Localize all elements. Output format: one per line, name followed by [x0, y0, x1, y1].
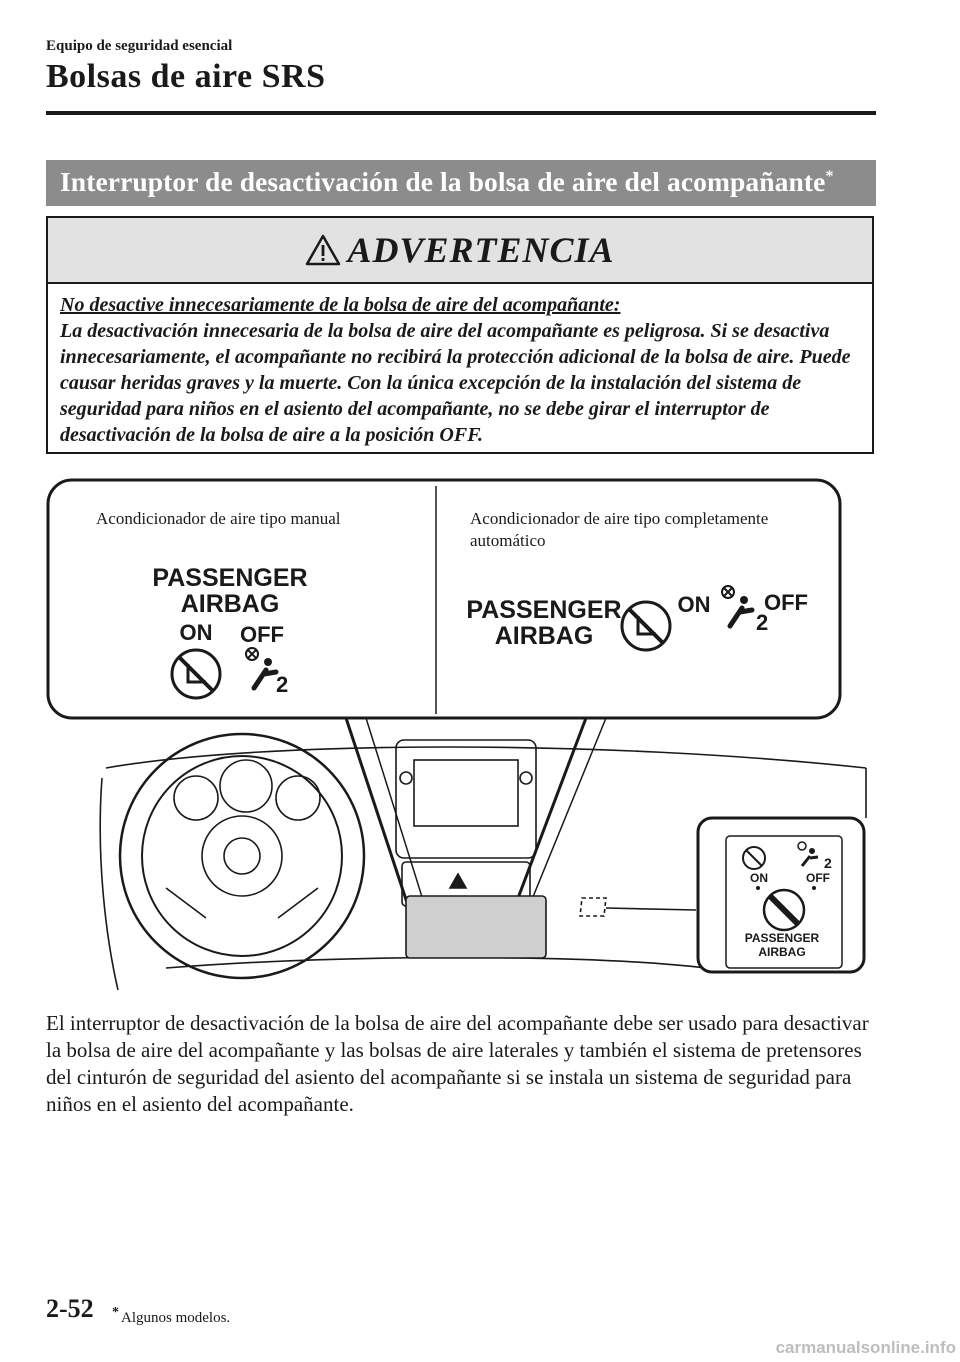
airbag-switch-illustration — [46, 478, 876, 998]
svg-text:2: 2 — [756, 610, 769, 635]
switch-inset — [698, 818, 864, 972]
svg-text:OFF: OFF — [806, 871, 830, 885]
warning-body — [48, 284, 872, 448]
svg-text:PASSENGER: PASSENGER — [466, 596, 622, 624]
header-rule — [46, 111, 876, 115]
section-title: Bolsas de aire SRS — [46, 58, 326, 95]
svg-text:2: 2 — [276, 672, 289, 697]
auto-ac-label-line2: automático — [470, 531, 546, 550]
svg-text:PASSENGER: PASSENGER — [744, 931, 820, 945]
warning-lead: No desactive innecesariamente de la bolsa de aire del acompañante: — [60, 294, 621, 316]
page-number: 2-52 — [46, 1294, 94, 1323]
svg-text:ON: ON — [179, 620, 213, 645]
seat-icon-on — [172, 650, 220, 698]
svg-text:AIRBAG: AIRBAG — [180, 590, 280, 618]
svg-text:OFF: OFF — [240, 622, 284, 647]
warning-title: ADVERTENCIA — [347, 230, 615, 270]
manual-ac-label: Acondicionador de aire tipo manual — [96, 509, 341, 528]
banner-asterisk: * — [825, 167, 834, 185]
svg-text:ON: ON — [677, 592, 711, 617]
watermark: carmanualsonline.info — [775, 1338, 956, 1357]
seat-icon-on-auto — [622, 602, 670, 650]
svg-text:ON: ON — [750, 871, 768, 885]
footnote-mark: * — [112, 1305, 119, 1320]
svg-text:AIRBAG: AIRBAG — [758, 945, 806, 959]
svg-text:PASSENGER: PASSENGER — [152, 564, 308, 592]
body-paragraph: El interruptor de desactivación de la bolsa de aire del acompañante debe ser usado para desactivar la bolsa de aire del acompañante y las bolsas de aire laterales y también el sistema de pretensores del cinturón de seguridad del asiento del acompañante si se instala un sistema de seguridad para niños en el asiento del acompañante. — [46, 1011, 869, 1116]
warning-header — [48, 218, 872, 284]
warning-text: La desactivación innecesaria de la bolsa de aire del acompañante es peligrosa. Si se desactiva innecesariamente, el acompañante no recibirá la protección adicional de la bolsa de aire. Puede causar heridas graves y la muerte. Con la única excepción de la instalación del sistema de seguridad para niños en el asiento del acompañante, no se debe girar el interruptor de desactivación de la bolsa de aire a la posición OFF. — [60, 320, 851, 446]
banner-title: Interruptor de desactivación de la bolsa de aire del acompañante — [60, 166, 826, 197]
warning-box — [46, 216, 874, 454]
auto-ac-label-line1: Acondicionador de aire tipo completamente — [470, 509, 769, 528]
svg-text:2: 2 — [824, 855, 832, 871]
footnote-text: Algunos modelos. — [121, 1310, 231, 1326]
subsection-banner — [46, 160, 876, 206]
svg-text:OFF: OFF — [764, 590, 808, 615]
section-category: Equipo de seguridad esencial — [46, 38, 233, 54]
warning-triangle-icon — [305, 234, 341, 266]
footnote — [112, 1305, 230, 1327]
svg-text:AIRBAG: AIRBAG — [494, 622, 594, 650]
